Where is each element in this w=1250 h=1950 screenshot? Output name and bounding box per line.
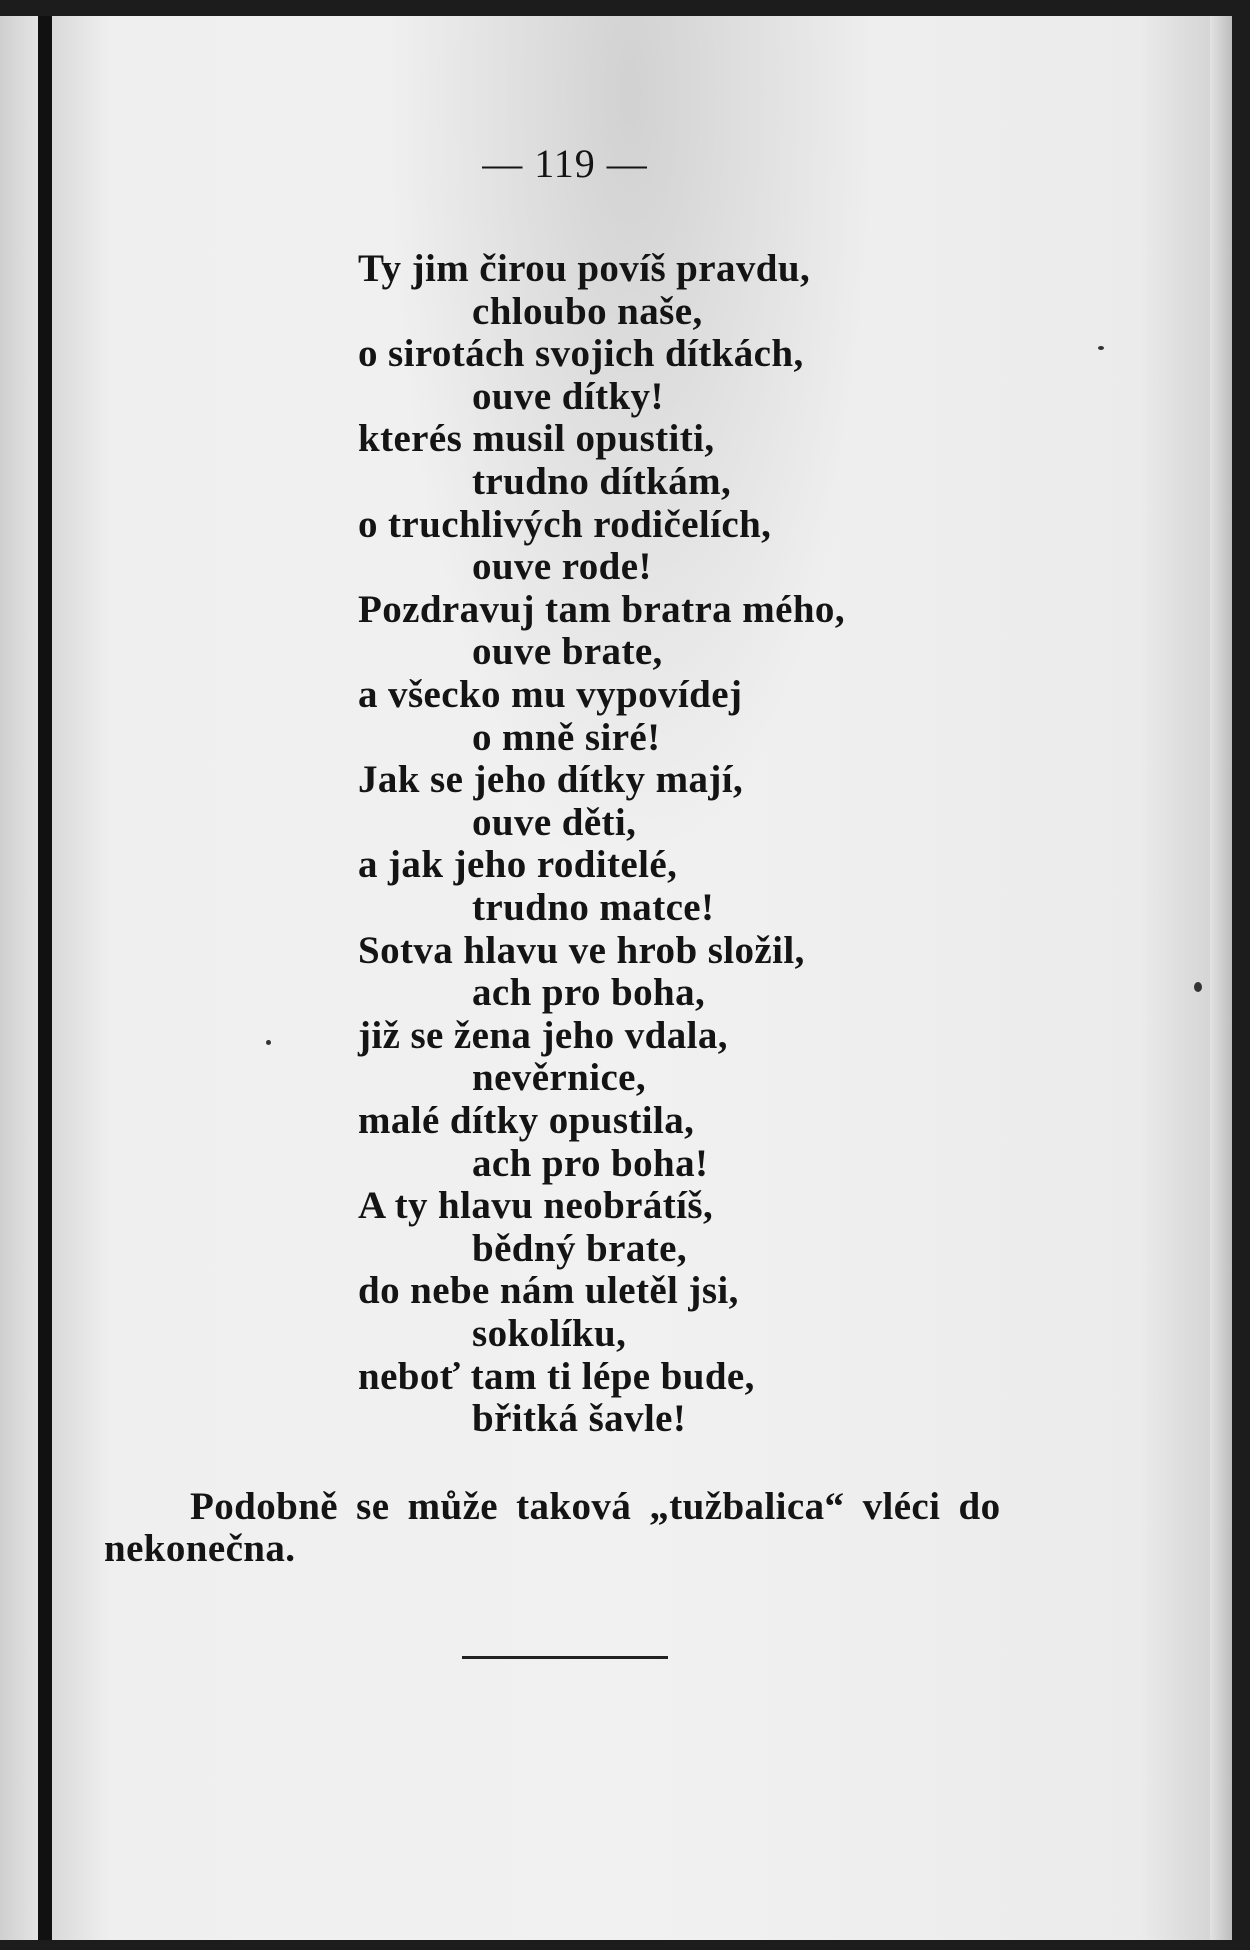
poem-line: sokolíku, <box>472 1312 627 1355</box>
poem-line: již se žena jeho vdala, <box>358 1013 728 1057</box>
scan-speck <box>1098 346 1104 350</box>
right-page-edge <box>1210 16 1232 1940</box>
poem-line: chloubo naše, <box>472 289 703 333</box>
book-binding-gutter <box>38 16 52 1940</box>
poem-line: bědný brate, <box>472 1226 687 1270</box>
poem-line: o truchlivých rodičelích, <box>358 502 772 546</box>
poem-line: Jak se jeho dítky mají, <box>358 758 744 802</box>
poem-line: a jak jeho roditelé, <box>358 843 678 887</box>
poem-line: Pozdravuj tam bratra mého, <box>358 587 845 631</box>
scan-speck <box>266 1040 271 1045</box>
poem-line: Sotva hlavu ve hrob složil, <box>358 928 805 972</box>
poem-line: Ty jim čirou povíš pravdu, <box>358 247 811 290</box>
poem-line: nevěrnice, <box>472 1056 647 1100</box>
prose-line-2: nekonečna. <box>104 1527 296 1570</box>
poem-line: ouve brate, <box>472 630 663 674</box>
poem-line: ouve rode! <box>472 545 652 589</box>
poem-line: malé dítky opustila, <box>358 1099 695 1142</box>
end-rule <box>462 1656 668 1659</box>
poem-line: A ty hlavu neobrátíš, <box>358 1184 714 1228</box>
poem-line: ach pro boha, <box>472 971 706 1015</box>
prose-line-1: Podobně se může taková „tužbalica“ vléci do <box>190 1485 1001 1528</box>
poem-line: ach pro boha! <box>472 1141 709 1185</box>
poem-line: o mně siré! <box>472 715 661 759</box>
left-page-edge <box>0 16 38 1940</box>
poem-line: břitká šavle! <box>472 1397 687 1441</box>
page-number: — 119 — <box>482 141 648 186</box>
poem-line: ouve děti, <box>472 800 637 844</box>
poem-line: trudno dítkám, <box>472 460 732 503</box>
poem-line: a všecko mu vypovídej <box>358 673 743 716</box>
poem-line: neboť tam ti lépe bude, <box>358 1354 755 1398</box>
poem-line: trudno matce! <box>472 886 715 929</box>
scan-speck <box>1194 982 1202 992</box>
poem-line: do nebe nám uletěl jsi, <box>358 1269 739 1313</box>
poem-line: ouve dítky! <box>472 374 664 418</box>
poem-line: kterés musil opustiti, <box>358 417 715 461</box>
poem-line: o sirotách svojich dítkách, <box>358 332 804 376</box>
